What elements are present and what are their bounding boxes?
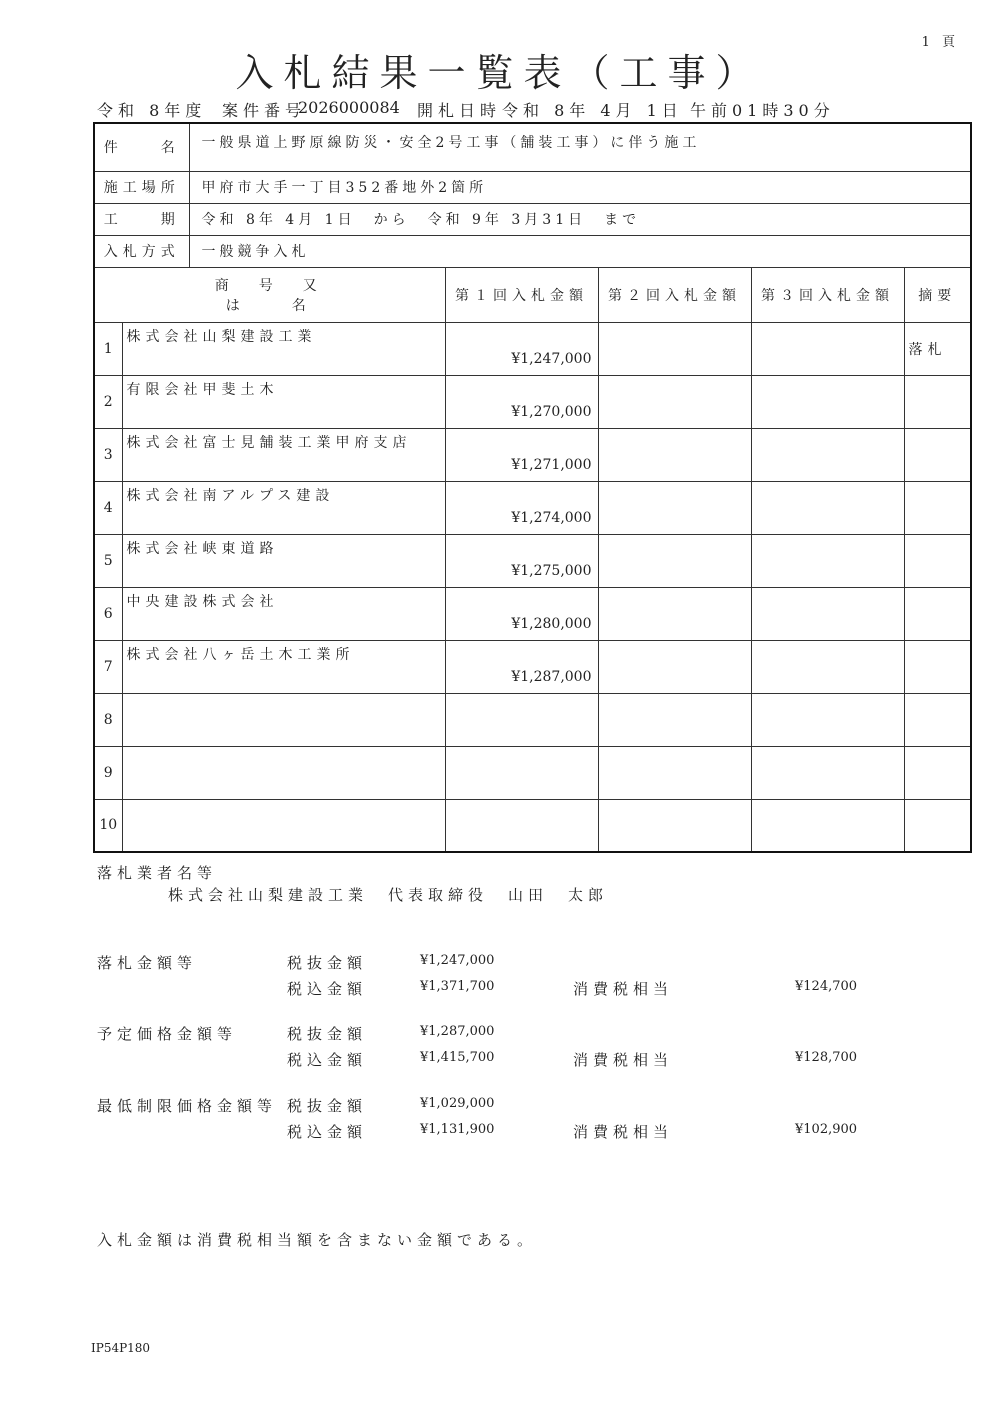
table-row: [94, 746, 971, 799]
info-value: 一般競争入札: [189, 235, 971, 267]
bidder-name: 株式会社富士見舗装工業甲府支店: [122, 428, 445, 481]
bidder-name: 中央建設株式会社: [122, 587, 445, 640]
info-label: 件 名: [94, 123, 189, 171]
round3-price: [751, 799, 904, 852]
round3-price: [751, 640, 904, 693]
fiscal-year: 令和 8年度: [97, 101, 207, 120]
tax-label: 消費税相当: [573, 1123, 674, 1141]
bidder-name: 株式会社八ヶ岳土木工業所: [122, 640, 445, 693]
round3-price: [751, 481, 904, 534]
table-row: [94, 428, 971, 481]
bid-price: ¥1,287,000: [445, 640, 598, 693]
bid-price: [445, 746, 598, 799]
bid-price: ¥1,271,000: [445, 428, 598, 481]
remarks-cell: [904, 375, 971, 428]
remarks-cell: [904, 693, 971, 746]
row-number: 8: [94, 693, 122, 746]
info-label: 工 期: [94, 203, 189, 235]
round2-price: [598, 693, 751, 746]
round2-price: [598, 640, 751, 693]
row-number: 1: [94, 322, 122, 375]
row-number: 9: [94, 746, 122, 799]
remarks-cell: [904, 640, 971, 693]
bidder-name: 有限会社甲斐土木: [122, 375, 445, 428]
table-row: [94, 375, 971, 428]
opening-date: 令和 8年 4月 1日: [502, 101, 683, 120]
incl-tax-label: 税込金額: [287, 1051, 368, 1069]
remarks-cell: [904, 481, 971, 534]
excl-tax-amount: ¥1,029,000: [420, 1096, 495, 1111]
remarks-cell: [904, 534, 971, 587]
remarks-header: 摘要: [904, 267, 971, 322]
case-number-label: 案件番号: [222, 101, 307, 120]
bidder-name: [122, 799, 445, 852]
bid-price: ¥1,280,000: [445, 587, 598, 640]
row-number: 7: [94, 640, 122, 693]
info-row-method: [94, 235, 971, 267]
round2-price: [598, 799, 751, 852]
tax-label: 消費税相当: [573, 980, 674, 998]
info-label: 施工場所: [94, 171, 189, 203]
round2-price: [598, 481, 751, 534]
remarks-cell: [904, 799, 971, 852]
bid-price: ¥1,270,000: [445, 375, 598, 428]
round1-header: 第１回入札金額: [445, 267, 598, 322]
table-row: [94, 322, 971, 375]
bidder-name: [122, 746, 445, 799]
excl-tax-amount: ¥1,287,000: [420, 1024, 495, 1039]
bidder-name: 株式会社山梨建設工業: [122, 322, 445, 375]
info-value: 一般県道上野原線防災・安全2号工事（舗装工事）に伴う施工: [189, 123, 971, 171]
excl-tax-label: 税抜金額: [287, 954, 368, 972]
bidder-name: [122, 693, 445, 746]
excl-tax-amount: ¥1,247,000: [420, 953, 495, 968]
bid-price: ¥1,275,000: [445, 534, 598, 587]
tax-amount: ¥128,700: [795, 1050, 858, 1065]
round2-price: [598, 587, 751, 640]
row-number: 5: [94, 534, 122, 587]
remarks-cell: [904, 428, 971, 481]
round2-price: [598, 746, 751, 799]
summary-label: 予定価格金額等: [97, 1025, 238, 1043]
round2-price: [598, 534, 751, 587]
summary-label: 落札金額等: [97, 954, 198, 972]
incl-tax-label: 税込金額: [287, 980, 368, 998]
table-row: [94, 640, 971, 693]
table-row: [94, 534, 971, 587]
remarks-cell: 落札: [904, 322, 971, 375]
info-value: 令和 8年 4月 1日 から 令和 9年 3月31日 まで: [189, 203, 971, 235]
winner-label: 落札業者名等: [97, 864, 218, 882]
info-row-period: [94, 203, 971, 235]
round3-price: [751, 375, 904, 428]
round3-price: [751, 534, 904, 587]
opening-date-label: 開札日時: [417, 101, 502, 120]
info-value: 甲府市大手一丁目352番地外2箇所: [189, 171, 971, 203]
bid-price: [445, 693, 598, 746]
table-row: [94, 481, 971, 534]
bidder-name: 株式会社峡東道路: [122, 534, 445, 587]
winner-detail: 株式会社山梨建設工業 代表取締役 山田 太郎: [168, 886, 609, 904]
table-row: [94, 693, 971, 746]
round3-price: [751, 746, 904, 799]
bidder-name-header-line2: は 名: [225, 297, 314, 314]
incl-tax-amount: ¥1,131,900: [420, 1122, 495, 1137]
excl-tax-label: 税抜金額: [287, 1097, 368, 1115]
opening-time: 午前01時30分: [690, 101, 835, 120]
bid-price: ¥1,274,000: [445, 481, 598, 534]
info-row-subject: [94, 123, 971, 171]
table-row: [94, 587, 971, 640]
excl-tax-label: 税抜金額: [287, 1025, 368, 1043]
incl-tax-amount: ¥1,371,700: [420, 979, 495, 994]
round2-price: [598, 375, 751, 428]
round2-price: [598, 428, 751, 481]
bid-result-table: [93, 122, 972, 853]
round3-price: [751, 322, 904, 375]
case-number: 2026000084: [298, 98, 400, 117]
round3-price: [751, 587, 904, 640]
tax-label: 消費税相当: [573, 1051, 674, 1069]
summary-label: 最低制限価格金額等: [97, 1097, 278, 1115]
tax-amount: ¥124,700: [795, 979, 858, 994]
row-number: 10: [94, 799, 122, 852]
incl-tax-label: 税込金額: [287, 1123, 368, 1141]
table-header-row: [94, 267, 971, 322]
row-number: 6: [94, 587, 122, 640]
page-title: 入札結果一覧表（工事）: [235, 51, 764, 95]
form-id: IP54P180: [91, 1341, 151, 1355]
remarks-cell: [904, 587, 971, 640]
row-number: 3: [94, 428, 122, 481]
bid-price: [445, 799, 598, 852]
round3-price: [751, 693, 904, 746]
info-row-location: [94, 171, 971, 203]
row-number: 2: [94, 375, 122, 428]
round2-price: [598, 322, 751, 375]
row-number: 4: [94, 481, 122, 534]
remarks-cell: [904, 746, 971, 799]
round3-price: [751, 428, 904, 481]
bidder-name: 株式会社南アルプス建設: [122, 481, 445, 534]
tax-amount: ¥102,900: [795, 1122, 858, 1137]
incl-tax-amount: ¥1,415,700: [420, 1050, 495, 1065]
round3-header: 第３回入札金額: [751, 267, 904, 322]
info-label: 入札方式: [94, 235, 189, 267]
table-row: [94, 799, 971, 852]
footer-note: 入札金額は消費税相当額を含まない金額である。: [97, 1231, 538, 1249]
page-number: 1 頁: [921, 35, 959, 50]
bidder-name-header: [94, 267, 445, 322]
bidder-name-header-line1: 商 号 又: [214, 277, 325, 294]
round2-header: 第２回入札金額: [598, 267, 751, 322]
bid-price: ¥1,247,000: [445, 322, 598, 375]
